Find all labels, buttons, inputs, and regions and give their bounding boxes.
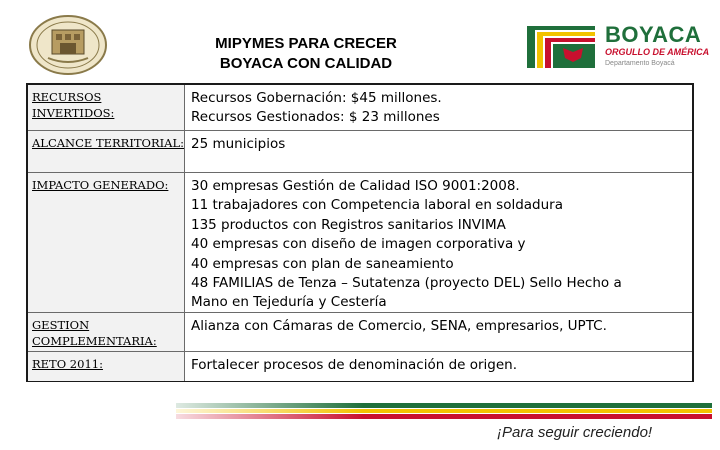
footer-stripe-yellow xyxy=(176,409,712,413)
value-line: 135 productos con Registros sanitarios INVIMA xyxy=(191,216,506,233)
table-row xyxy=(28,172,692,313)
row-label: GESTION COMPLEMENTARIA: xyxy=(32,318,157,348)
footer-stripe-red xyxy=(176,414,712,419)
value-line: Recursos Gestionados: $ 23 millones xyxy=(191,109,440,126)
value-line: 11 trabajadores con Competencia laboral en soldadura xyxy=(191,197,564,214)
boyaca-logo xyxy=(525,16,710,72)
coat-of-arms-seal xyxy=(28,14,108,76)
logo-subtitle: Departamento Boyacá xyxy=(605,60,675,67)
value-line: 25 municipios xyxy=(191,136,286,152)
row-label-cell xyxy=(28,131,185,173)
value-line: Recursos Gobernación: $45 millones. xyxy=(191,90,442,106)
footer-stripe-green xyxy=(176,403,712,408)
row-value-cell xyxy=(185,85,692,130)
row-value-cell xyxy=(185,313,692,352)
value-line: 48 FAMILIAS de Tenza – Sutatenza (proyecto DEL) Sello Hecho a xyxy=(191,275,622,292)
value-line: 40 empresas con plan de saneamiento xyxy=(191,255,454,272)
logo-name: BOYACA xyxy=(605,22,702,47)
slogan-text: ¡Para seguir creciendo! xyxy=(497,424,653,441)
row-label: RECURSOS INVERTIDOS: xyxy=(32,90,115,120)
title-line-2: BOYACA CON CALIDAD xyxy=(219,55,393,72)
row-label-cell xyxy=(28,313,185,352)
value-line: Mano en Tejeduría y Cestería xyxy=(191,294,387,311)
logo-tagline: ORGULLO DE AMÉRICA xyxy=(605,47,710,57)
results-table xyxy=(26,83,694,382)
row-value-cell xyxy=(185,352,692,381)
table-row xyxy=(28,351,692,381)
row-label-cell xyxy=(28,85,185,130)
value-line: Fortalecer procesos de denominación de origen. xyxy=(191,357,518,373)
row-label-cell xyxy=(28,173,185,313)
row-label: ALCANCE TERRITORIAL: xyxy=(32,136,184,150)
slide-title xyxy=(196,34,416,74)
flag-waves-icon xyxy=(525,22,597,72)
value-line: Alianza con Cámaras de Comercio, SENA, empresarios, UPTC. xyxy=(191,318,607,334)
table-row xyxy=(28,130,692,173)
value-line: 40 empresas con diseño de imagen corporativa y xyxy=(191,236,526,253)
row-label-cell xyxy=(28,352,185,381)
title-line-1: MIPYMES PARA CRECER xyxy=(215,35,397,52)
table-row xyxy=(28,312,692,352)
row-label: IMPACTO GENERADO: xyxy=(32,178,169,192)
row-label: RETO 2011: xyxy=(32,357,103,371)
table-row xyxy=(28,85,692,130)
row-value-cell xyxy=(185,131,692,173)
value-line: 30 empresas Gestión de Calidad ISO 9001:2008. xyxy=(191,178,520,194)
row-value-cell xyxy=(185,173,692,313)
